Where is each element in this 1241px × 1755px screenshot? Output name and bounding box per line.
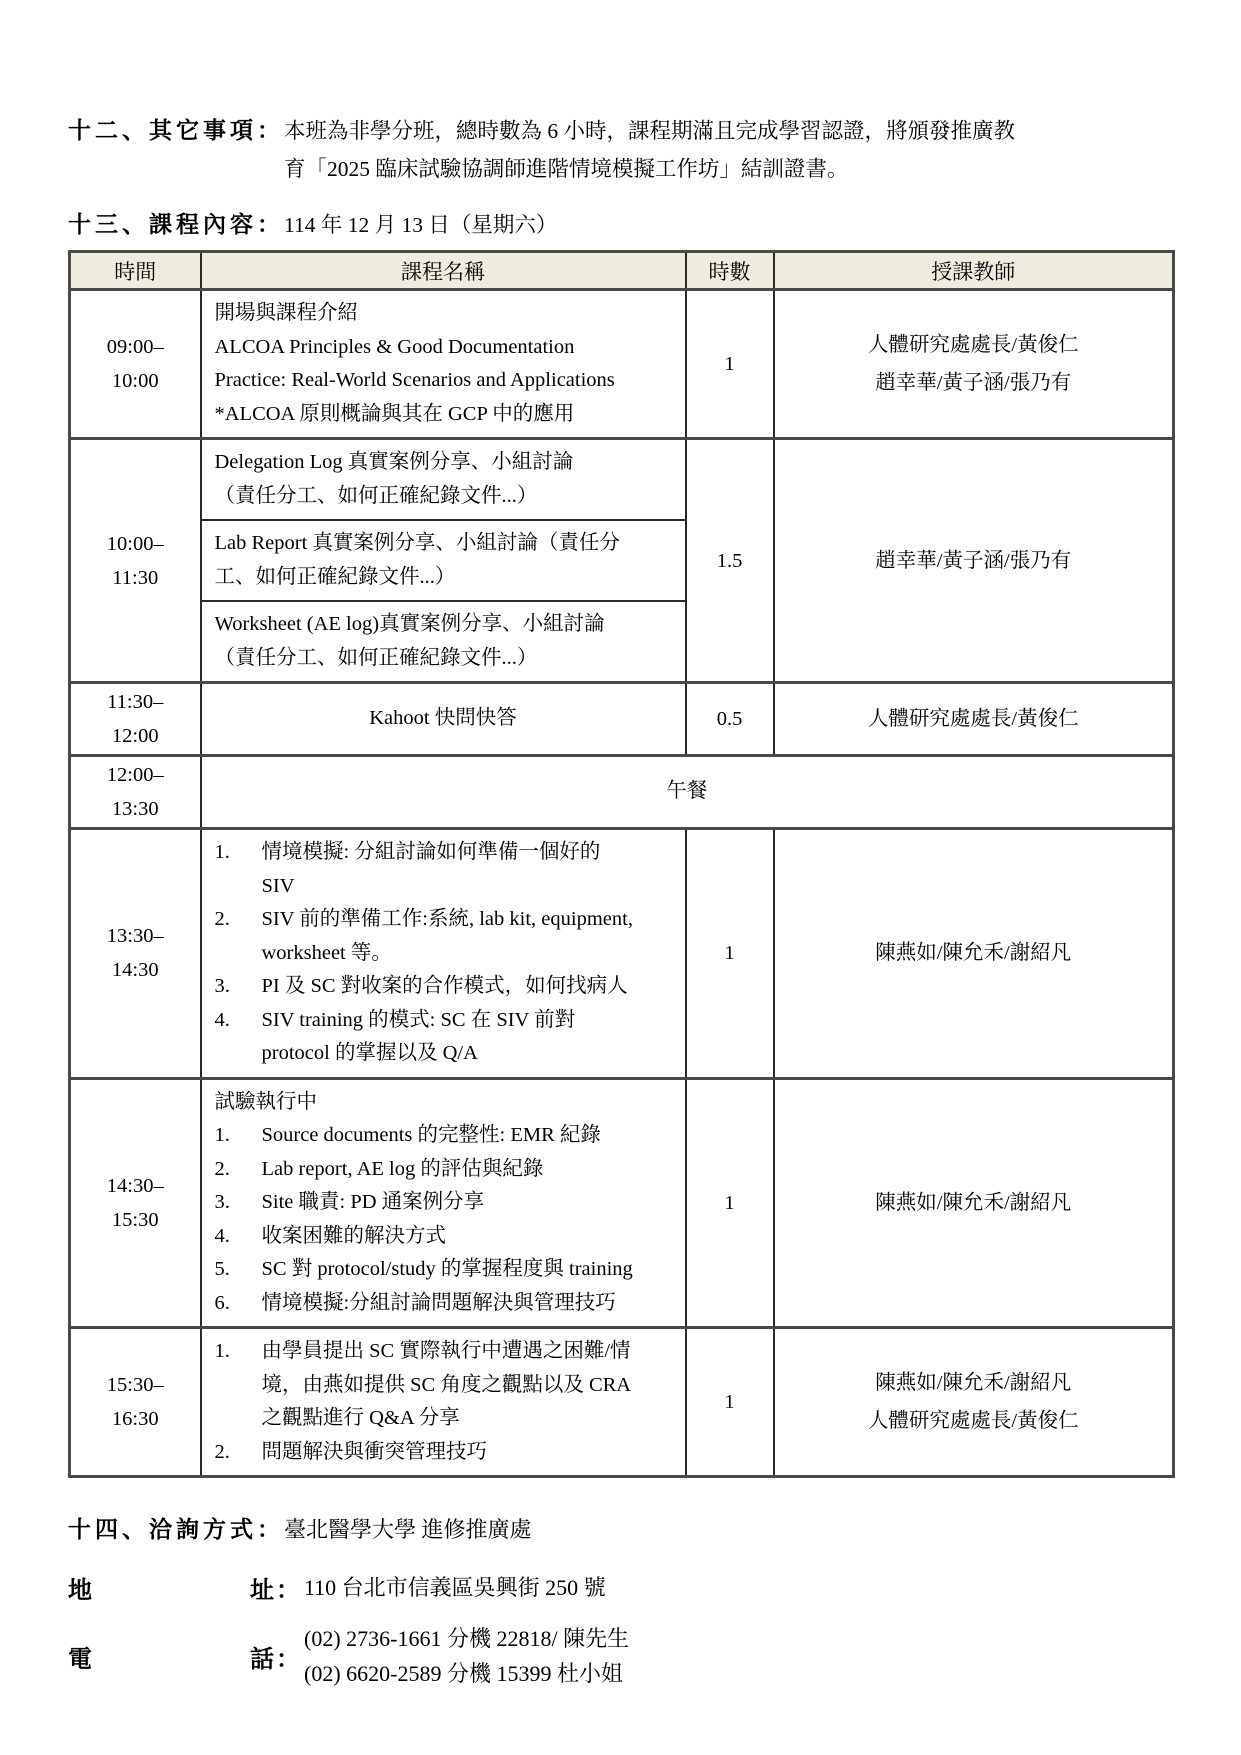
section-course-content-label: 十三、課程內容： bbox=[68, 212, 284, 237]
course-line: protocol 的掌握以及 Q/A bbox=[261, 1042, 478, 1064]
teacher-cell bbox=[774, 1328, 1174, 1477]
course-cell bbox=[201, 829, 686, 1079]
item-number: 4. bbox=[214, 1008, 230, 1031]
teacher-cell: 陳燕如/陳允禾/謝紹凡 bbox=[774, 829, 1174, 1079]
inquiry-value: 臺北醫學大學 進修推廣處 bbox=[284, 1517, 532, 1542]
course-title: 試驗執行中 bbox=[214, 1090, 317, 1113]
course-cell bbox=[201, 1328, 686, 1477]
course-line: 工、如何正確紀錄文件...） bbox=[214, 565, 456, 588]
course-date: 114 年 12 月 13 日（星期六） bbox=[284, 213, 558, 237]
course-item bbox=[215, 1153, 679, 1187]
course-line: Site 職責: PD 通案例分享 bbox=[261, 1191, 485, 1213]
course-line: Delegation Log 真實案例分享、小組討論 bbox=[214, 451, 574, 473]
course-cell: Kahoot 快問快答 bbox=[201, 683, 686, 756]
section-other-matters-label: 十二、其它事項： bbox=[68, 118, 284, 143]
teacher-line: 人體研究處處長/黃俊仁 bbox=[867, 334, 1079, 356]
time-start: 14:30– bbox=[106, 1174, 164, 1197]
address-colon: ： bbox=[276, 1578, 300, 1604]
section-inquiry-label: 十四、洽詢方式： bbox=[68, 1517, 284, 1542]
course-item bbox=[215, 1004, 679, 1071]
table-header-row bbox=[70, 252, 1174, 290]
item-number: 3. bbox=[214, 1191, 230, 1213]
item-number: 2. bbox=[214, 1440, 230, 1463]
lunch-cell: 午餐 bbox=[201, 756, 1174, 829]
time-start: 10:00– bbox=[106, 532, 164, 555]
section-course-content bbox=[68, 208, 1172, 242]
section-other-matters bbox=[68, 112, 1172, 188]
table-row bbox=[70, 1078, 1174, 1328]
address-label-char: 址 bbox=[250, 1578, 274, 1604]
section-inquiry bbox=[68, 1512, 1172, 1548]
teacher-cell bbox=[774, 290, 1174, 439]
time-cell bbox=[70, 756, 201, 829]
time-end: 12:00 bbox=[111, 725, 159, 747]
item-number: 2. bbox=[214, 1157, 230, 1180]
course-item bbox=[215, 903, 679, 970]
course-item bbox=[215, 1436, 679, 1470]
course-cell bbox=[201, 601, 686, 683]
address-value: 110 台北市信義區吳興街 250 號 bbox=[304, 1575, 606, 1600]
time-start: 15:30– bbox=[106, 1374, 164, 1396]
course-line: 情境模擬:分組討論問題解決與管理技巧 bbox=[261, 1291, 616, 1314]
time-cell bbox=[70, 1078, 201, 1328]
item-number: 5. bbox=[214, 1258, 230, 1280]
course-cell bbox=[201, 1078, 686, 1328]
course-item bbox=[215, 1287, 679, 1321]
teacher-line: 趙幸華/黃子涵/張乃有 bbox=[875, 372, 1072, 394]
hours-cell: 1 bbox=[686, 829, 774, 1079]
course-item bbox=[215, 1253, 679, 1287]
course-line: *ALCOA 原則概論與其在 GCP 中的應用 bbox=[214, 402, 575, 425]
course-line: PI 及 SC 對收案的合作模式，如何找病人 bbox=[261, 975, 628, 997]
time-cell bbox=[70, 829, 201, 1079]
course-line: Source documents 的完整性: EMR 紀錄 bbox=[261, 1124, 601, 1146]
item-number: 1. bbox=[214, 1340, 230, 1362]
time-cell bbox=[70, 1328, 201, 1477]
phone-colon: ： bbox=[276, 1646, 300, 1673]
phone-label bbox=[68, 1639, 274, 1674]
course-line: 境，由燕如提供 SC 角度之觀點以及 CRA bbox=[261, 1373, 632, 1396]
time-cell bbox=[70, 439, 201, 683]
course-line: SIV 前的準備工作:系統, lab kit, equipment, bbox=[261, 908, 633, 930]
course-line: 情境模擬: 分組討論如何準備一個好的 bbox=[261, 841, 601, 863]
course-line: 開場與課程介紹 bbox=[214, 302, 358, 324]
time-end: 14:30 bbox=[111, 959, 159, 982]
course-item bbox=[215, 1220, 679, 1254]
section-other-matters-body bbox=[284, 112, 1015, 188]
phone-line: (02) 2736-1661 分機 22818/ 陳先生 bbox=[304, 1626, 630, 1651]
item-number: 1. bbox=[214, 1124, 230, 1146]
col-header-time: 時間 bbox=[70, 252, 201, 290]
address-label bbox=[68, 1570, 274, 1605]
hours-cell: 1 bbox=[686, 1078, 774, 1328]
course-line: 問題解決與衝突管理技巧 bbox=[261, 1440, 487, 1463]
teacher-line: 人體研究處處長/黃俊仁 bbox=[867, 1410, 1079, 1432]
course-item bbox=[215, 1186, 679, 1220]
course-line: SIV bbox=[261, 874, 295, 897]
hours-cell: 1 bbox=[686, 1328, 774, 1477]
course-line: Worksheet (AE log)真實案例分享、小組討論 bbox=[214, 613, 605, 635]
item-number: 4. bbox=[214, 1224, 230, 1247]
course-cell bbox=[201, 290, 686, 439]
item-number: 3. bbox=[214, 975, 230, 997]
course-item bbox=[215, 1335, 679, 1436]
item-number: 6. bbox=[214, 1291, 230, 1314]
hours-cell: 0.5 bbox=[686, 683, 774, 756]
course-line: 收案困難的解決方式 bbox=[261, 1224, 446, 1247]
time-start: 12:00– bbox=[106, 764, 164, 786]
time-cell bbox=[70, 290, 201, 439]
course-line: 由學員提出 SC 實際執行中遭遇之困難/情 bbox=[261, 1340, 631, 1362]
time-start: 09:00– bbox=[106, 336, 164, 358]
time-cell bbox=[70, 683, 201, 756]
course-line: Lab report, AE log 的評估與紀錄 bbox=[261, 1157, 544, 1180]
col-header-teacher: 授課教師 bbox=[774, 252, 1174, 290]
course-line: Practice: Real-World Scenarios and Applications bbox=[214, 369, 615, 391]
col-header-hours: 時數 bbox=[686, 252, 774, 290]
teacher-cell: 陳燕如/陳允禾/謝紹凡 bbox=[774, 1078, 1174, 1328]
course-line: （責任分工、如何正確紀錄文件...） bbox=[214, 646, 538, 669]
course-line: worksheet 等。 bbox=[261, 941, 392, 964]
table-row bbox=[70, 290, 1174, 439]
time-end: 13:30 bbox=[111, 798, 159, 820]
course-line: （責任分工、如何正確紀錄文件...） bbox=[214, 484, 538, 507]
course-line: SC 對 protocol/study 的掌握程度與 training bbox=[261, 1258, 633, 1280]
teacher-cell: 人體研究處處長/黃俊仁 bbox=[774, 683, 1174, 756]
item-number: 1. bbox=[214, 841, 230, 863]
table-row bbox=[70, 439, 1174, 521]
time-start: 11:30– bbox=[107, 691, 164, 713]
time-end: 10:00 bbox=[111, 370, 159, 392]
col-header-course: 課程名稱 bbox=[201, 252, 686, 290]
other-matters-line: 本班為非學分班，總時數為 6 小時，課程期滿且完成學習認證，將頒發推廣教 bbox=[284, 119, 1016, 143]
table-row bbox=[70, 683, 1174, 756]
hours-cell: 1.5 bbox=[686, 439, 774, 683]
course-line: Lab Report 真實案例分享、小組討論（責任分 bbox=[214, 532, 620, 554]
time-end: 15:30 bbox=[111, 1208, 159, 1231]
time-start: 13:30– bbox=[106, 925, 164, 948]
phone-values bbox=[304, 1621, 629, 1691]
table-row bbox=[70, 756, 1174, 829]
address-label-char: 地 bbox=[68, 1578, 92, 1604]
course-cell bbox=[201, 439, 686, 521]
teacher-line: 陳燕如/陳允禾/謝紹凡 bbox=[875, 1372, 1072, 1394]
teacher-cell: 趙幸華/黃子涵/張乃有 bbox=[774, 439, 1174, 683]
time-end: 11:30 bbox=[112, 566, 159, 589]
other-matters-line: 育「2025 臨床試驗協調師進階情境模擬工作坊」結訓證書。 bbox=[284, 157, 849, 181]
address-row bbox=[68, 1570, 1172, 1605]
phone-row bbox=[68, 1621, 1172, 1691]
hours-cell: 1 bbox=[686, 290, 774, 439]
course-cell bbox=[201, 520, 686, 601]
phone-label-char: 電 bbox=[68, 1646, 92, 1673]
phone-line: (02) 6620-2589 分機 15399 杜小姐 bbox=[304, 1661, 623, 1686]
course-schedule-table bbox=[68, 250, 1175, 1478]
course-item bbox=[215, 970, 679, 1004]
table-row bbox=[70, 829, 1174, 1079]
course-line: SIV training 的模式: SC 在 SIV 前對 bbox=[261, 1008, 576, 1031]
course-item bbox=[215, 836, 679, 903]
course-line: 之觀點進行 Q&A 分享 bbox=[261, 1407, 460, 1429]
phone-label-char: 話 bbox=[250, 1646, 274, 1673]
time-end: 16:30 bbox=[111, 1408, 159, 1430]
item-number: 2. bbox=[214, 908, 230, 930]
table-row bbox=[70, 1328, 1174, 1477]
course-line: ALCOA Principles & Good Documentation bbox=[214, 335, 575, 358]
course-item bbox=[215, 1119, 679, 1153]
